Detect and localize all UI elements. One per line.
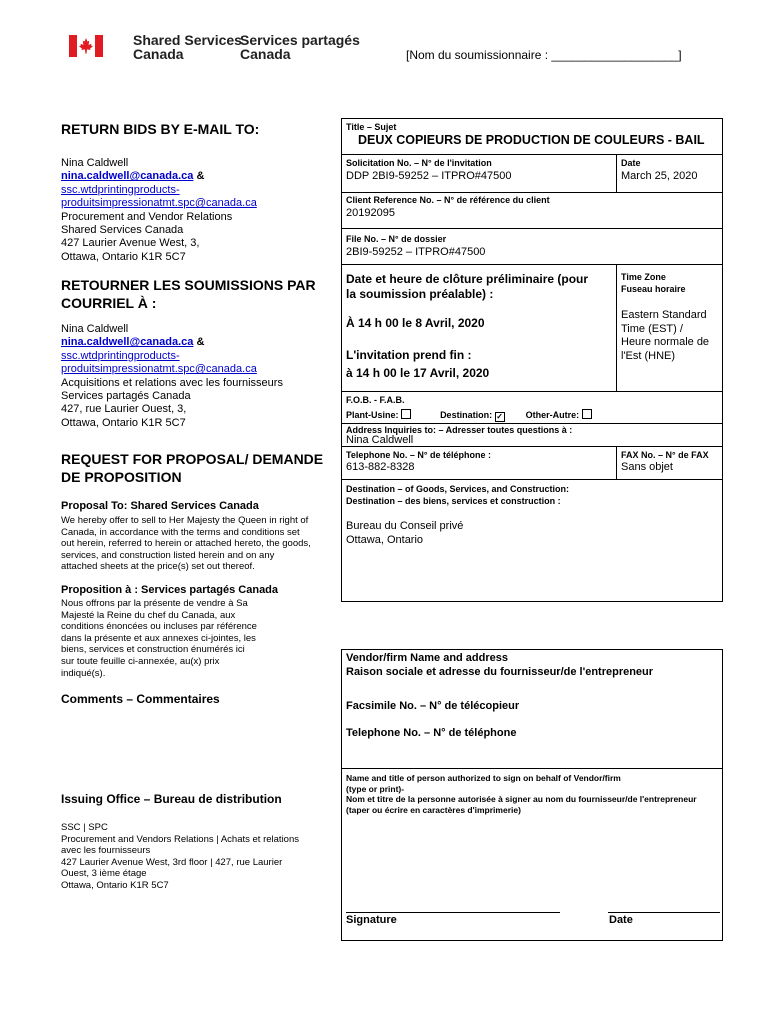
issuing-office-line: Ouest, 3 ième étage — [61, 868, 147, 880]
authorized-person-line4: (taper ou écrire en caractères d'imprimerie) — [346, 804, 521, 815]
retourner-title-line2: COURRIEL À : — [61, 295, 157, 311]
retourner-title-line1: RETOURNER LES SOUMISSIONS PAR — [61, 277, 316, 293]
solicitation-value: DDP 2BI9-59252 – ITPRO#47500 — [346, 170, 512, 182]
retourner-title — [61, 276, 316, 312]
form-col-divider — [616, 264, 617, 391]
proposition-line: Nous offrons par la présente de vendre à Sa — [61, 598, 248, 609]
proposition-line: biens, services et construction énumérés ici — [61, 644, 245, 656]
form-divider — [341, 423, 723, 424]
destination-goods-value — [346, 520, 463, 547]
issuing-office-line: avec les fournisseurs — [61, 845, 151, 857]
proposition-line: dans la présente et aux annexes ci-jointes, les — [61, 632, 256, 644]
en-contact-email2-link-part2[interactable]: produitsimpressionatmt.spc@canada.ca — [61, 197, 257, 210]
solicitation-label: Solicitation No. – N° de l'invitation — [346, 158, 492, 168]
phone-value: 613-882-8328 — [346, 461, 415, 473]
timezone-value-line: Time (EST) / — [621, 322, 683, 335]
closing-label-line2: la soumission préalable) : — [346, 287, 494, 301]
fr-contact-line4: Ottawa, Ontario K1R 5C7 — [61, 416, 186, 429]
proposal-to-line: services, and construction listed herein and on any — [61, 549, 275, 561]
rfp-title-line2: DE PROPOSITION — [61, 469, 182, 485]
signature-label: Signature — [346, 914, 397, 926]
en-amp: & — [193, 170, 205, 183]
client-ref-label: Client Reference No. – N° de référence du client — [346, 195, 550, 205]
authorized-person-line1: Name and title of person authorized to sign on behalf of Vendor/firm — [346, 773, 621, 783]
issuing-office-line: SSC | SPC — [61, 822, 108, 833]
proposal-to-label: Proposal To: Shared Services Canada — [61, 500, 259, 512]
fob-options — [346, 409, 592, 422]
title-value: DEUX COPIEURS DE PRODUCTION DE COULEURS - BAIL — [358, 133, 705, 147]
proposition-text — [61, 598, 331, 679]
en-contact-line2: Shared Services Canada — [61, 224, 184, 237]
en-contact-block — [61, 157, 336, 264]
org-name-fr — [240, 33, 360, 61]
en-contact-name: Nina Caldwell — [61, 157, 129, 169]
facsimile-label[interactable]: Facsimile No. – N° de télécopieur — [346, 700, 520, 712]
timezone-label — [621, 271, 686, 295]
proposition-line: Majesté la Reine du chef du Canada, aux — [61, 609, 236, 621]
vendor-label-line1: Vendor/firm Name and address — [346, 652, 508, 664]
en-contact-email-link[interactable]: nina.caldwell@canada.ca — [61, 170, 194, 183]
issuing-office-address — [61, 822, 331, 892]
rfp-title-line1: REQUEST FOR PROPOSAL/ DEMANDE — [61, 451, 324, 467]
destination-goods-value-line1: Bureau du Conseil privé — [346, 520, 464, 532]
proposal-to-line: out herein, referred to herein or attached hereto, the goods, — [61, 538, 311, 550]
fr-amp: & — [193, 336, 205, 349]
form-divider — [341, 228, 723, 229]
return-bids-title: RETURN BIDS BY E-MAIL TO: — [61, 121, 260, 137]
proposition-line: conditions énoncées ou incluses par référence — [61, 621, 257, 633]
proposition-label: Proposition à : Services partagés Canada — [61, 584, 279, 596]
proposition-line: indiqué(s). — [61, 667, 106, 679]
closing-label-line1: Date et heure de clôture préliminaire (pour — [346, 272, 589, 286]
authorized-person-line2: (type or print)- — [346, 783, 405, 794]
fr-contact-line1: Acquisitions et relations avec les fournisseurs — [61, 376, 283, 389]
en-contact-line3: 427 Laurier Avenue West, 3, — [61, 237, 200, 250]
comments-label: Comments – Commentaires — [61, 692, 220, 706]
address-inquiries-value: Nina Caldwell — [346, 434, 414, 446]
closing-value-final — [346, 346, 489, 382]
issuing-office-line: Procurement and Vendors Relations | Achats et relations — [61, 833, 299, 845]
issuing-office-line: 427 Laurier Avenue West, 3rd floor | 427, rue Laurier — [61, 856, 283, 868]
signature-date-label: Date — [609, 914, 633, 926]
timezone-label-line2: Fuseau horaire — [621, 284, 686, 294]
timezone-value — [621, 309, 709, 363]
closing-final-line2: à 14 h 00 le 17 Avril, 2020 — [346, 366, 490, 380]
org-name-fr-line1: Services partagés — [240, 32, 360, 48]
en-contact-line4: Ottawa, Ontario K1R 5C7 — [61, 250, 186, 263]
closing-final-line1: L'invitation prend fin : — [346, 348, 472, 362]
date-value: March 25, 2020 — [621, 170, 698, 182]
proposal-to-line: attached sheets at the price(s) set out thereof. — [61, 561, 255, 573]
fr-contact-email2-link-part1[interactable]: ssc.wtdprintingproducts- — [61, 349, 180, 362]
destination-label: Destination: — [440, 410, 493, 420]
closing-value-prelim: À 14 h 00 le 8 Avril, 2020 — [346, 316, 485, 330]
destination-goods-label-line2: Destination – des biens, services et construction : — [346, 496, 561, 506]
form-divider — [341, 391, 723, 392]
phone-label: Telephone No. – N° de téléphone : — [346, 450, 491, 460]
client-ref-value: 20192095 — [346, 207, 395, 219]
fr-contact-email-link[interactable]: nina.caldwell@canada.ca — [61, 336, 194, 349]
timezone-value-line: Heure normale de — [621, 336, 710, 348]
form-divider — [341, 264, 723, 265]
fr-contact-line3: 427, rue Laurier Ouest, 3, — [61, 403, 187, 416]
other-checkbox[interactable] — [582, 409, 592, 419]
destination-checkbox[interactable]: ✓ — [496, 412, 503, 421]
authorized-person-label[interactable] — [346, 773, 697, 815]
proposal-to-line: We hereby offer to sell to Her Majesty the Queen in right of — [61, 515, 309, 526]
form-col-divider — [616, 154, 617, 192]
canada-flag-icon — [69, 35, 103, 57]
vendor-form-divider — [341, 768, 723, 769]
timezone-value-line: l'Est (HNE) — [621, 349, 676, 362]
vendor-label — [346, 652, 653, 679]
authorized-person-line3: Nom et titre de la personne autorisée à signer au nom du fournisseur/de l'entrepreneur — [346, 794, 697, 804]
fax-value: Sans objet — [621, 461, 673, 473]
fr-contact-block — [61, 323, 336, 430]
fob-label: F.O.B. - F.A.B. — [346, 395, 405, 405]
plant-checkbox[interactable] — [401, 409, 411, 419]
org-name-en-line2: Canada — [133, 46, 184, 62]
rfp-title — [61, 450, 323, 486]
plant-label: Plant-Usine: — [346, 410, 399, 420]
issuing-office-line: Ottawa, Ontario K1R 5C7 — [61, 879, 169, 891]
closing-label — [346, 272, 588, 302]
form-divider — [341, 192, 723, 193]
org-name-en-line1: Shared Services — [133, 32, 242, 48]
bidder-name-field[interactable]: [Nom du soumissionnaire : ___________________] — [406, 48, 682, 62]
issuing-office-label: Issuing Office – Bureau de distribution — [61, 792, 282, 806]
fr-contact-name: Nina Caldwell — [61, 323, 129, 335]
org-name-fr-line2: Canada — [240, 46, 291, 62]
org-name-en — [133, 33, 242, 61]
fr-contact-email2-link-part2[interactable]: produitsimpressionatmt.spc@canada.ca — [61, 363, 257, 376]
file-label: File No. – N° de dossier — [346, 234, 447, 244]
vendor-phone-label[interactable]: Telephone No. – N° de téléphone — [346, 727, 517, 739]
destination-goods-label-line1: Destination – of Goods, Services, and Construction: — [346, 484, 570, 494]
proposition-line: sur toute feuille ci-annexée, au(x) prix — [61, 655, 220, 667]
fax-label: FAX No. – N° de FAX — [621, 450, 709, 460]
form-divider — [341, 154, 723, 155]
destination-goods-label — [346, 483, 569, 507]
title-label: Title – Sujet — [346, 122, 397, 132]
form-divider — [341, 479, 723, 480]
en-contact-email2-link-part1[interactable]: ssc.wtdprintingproducts- — [61, 183, 180, 196]
address-inquiries-label: Address Inquiries to: – Adresser toutes questions à : — [346, 425, 573, 435]
fr-contact-line2: Services partagés Canada — [61, 390, 191, 403]
proposal-to-line: Canada, in accordance with the terms and conditions set — [61, 526, 300, 538]
other-label: Other-Autre: — [525, 410, 580, 420]
en-contact-line1: Procurement and Vendor Relations — [61, 210, 233, 223]
timezone-label-line1: Time Zone — [621, 272, 666, 282]
form-col-divider — [616, 446, 617, 479]
proposal-to-text — [61, 515, 331, 573]
destination-goods-value-line2: Ottawa, Ontario — [346, 533, 424, 546]
vendor-label-line2: Raison sociale et adresse du fournisseur/de l'entrepreneur — [346, 665, 654, 678]
file-value: 2BI9-59252 – ITPRO#47500 — [346, 246, 486, 258]
date-label: Date — [621, 158, 641, 168]
timezone-value-line: Eastern Standard — [621, 309, 707, 321]
